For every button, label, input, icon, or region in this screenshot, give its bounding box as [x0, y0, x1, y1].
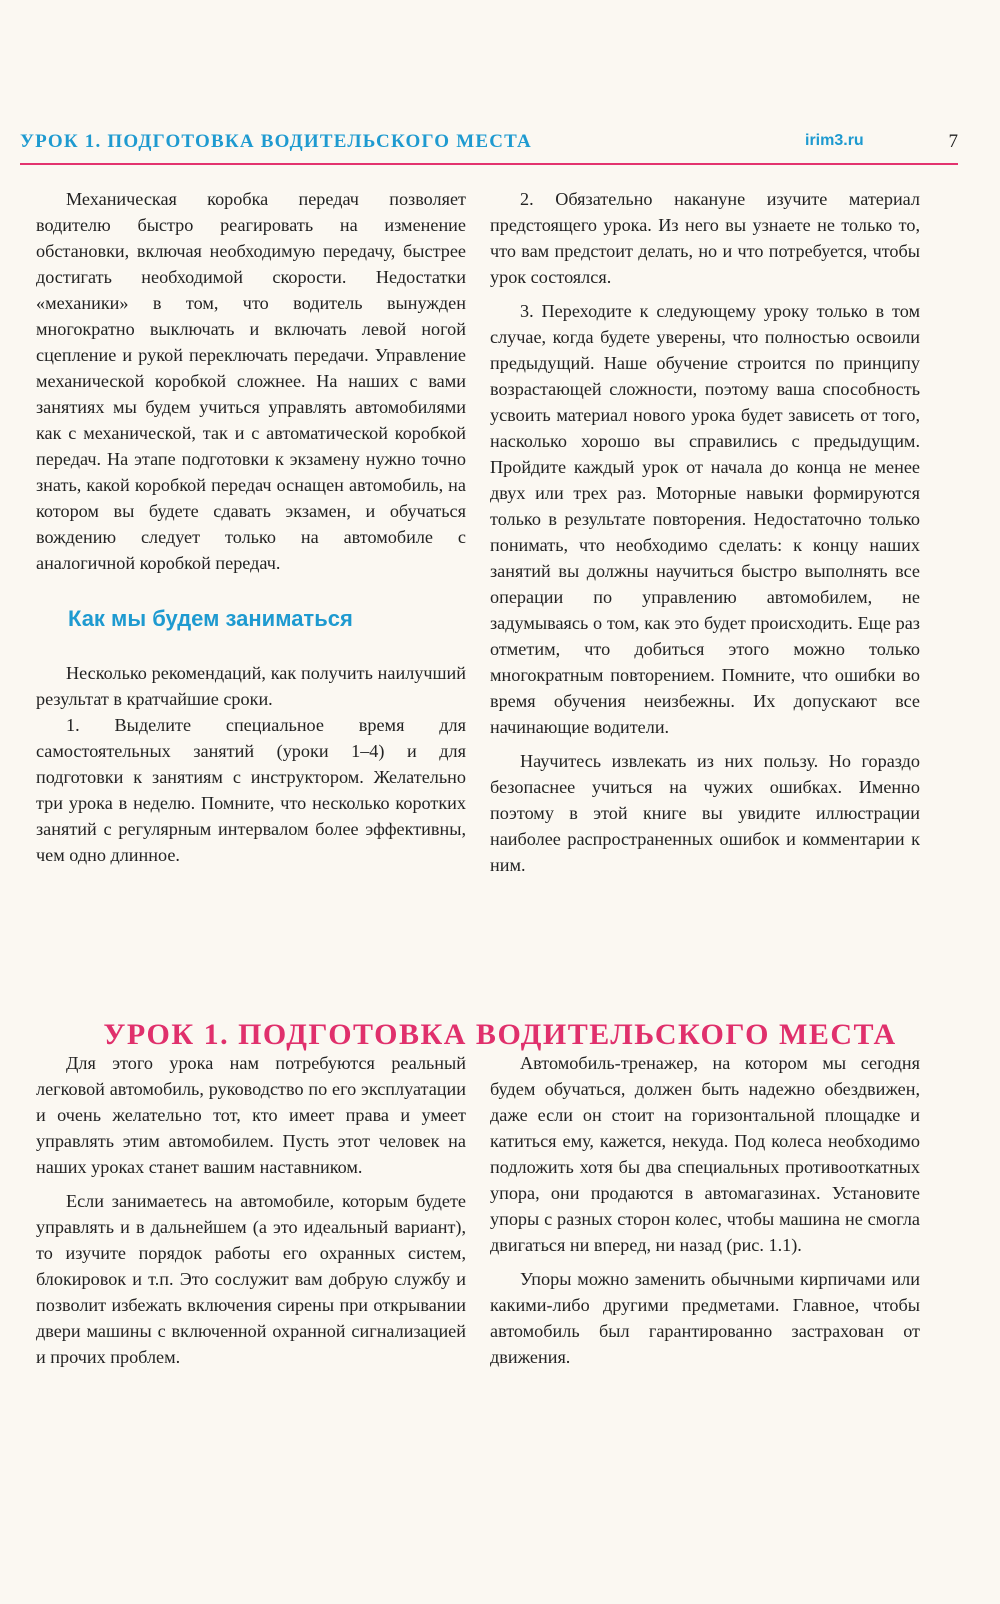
paragraph: Научитесь извлекать из них пользу. Но гораздо безопаснее учиться на чужих ошибках. Именно поэтому в этой книге вы увидите иллюстрации наиболее распространенных ошибок и комментарии к ним.: [490, 751, 920, 875]
paragraph: Для этого урока нам потребуются реальный легковой автомобиль, руководство по его эксплуатации и очень желательно тот, кто имеет права и умеет управлять этим автомобилем. Пусть этот человек на наших уроках станет вашим наставником.: [36, 1053, 466, 1177]
paragraph: Несколько рекомендаций, как получить наилучший результат в кратчайшие сроки.: [36, 663, 466, 709]
chapter-title: УРОК 1. ПОДГОТОВКА ВОДИТЕЛЬСКОГО МЕСТА: [103, 1018, 897, 1052]
top-left-column: [36, 186, 466, 876]
paragraph: Если занимаетесь на автомобиле, которым будете управлять и в дальнейшем (а это идеальный вариант), то изучите порядок работы его охранных систем, блокировок и т.п. Это сослужит вам добрую службу и позволит избежать включения сирены при открывании двери машины с включенной охранной сигнализацией и прочих проблем.: [36, 1191, 466, 1367]
paragraph: Упоры можно заменить обычными кирпичами или какими-либо другими предметами. Главное, чтобы автомобиль был гарантированно застрахован от движения.: [490, 1269, 920, 1367]
top-right-column: [490, 186, 920, 886]
header-rule: [20, 163, 958, 165]
section-subheading: Как мы будем заниматься: [68, 606, 353, 631]
page-number: 7: [948, 131, 958, 152]
bottom-left-column: [36, 1050, 466, 1378]
paragraph: Автомобиль-тренажер, на котором мы сегодня будем обучаться, должен быть надежно обездвижен, даже если он стоит на горизонтальной площадке и катиться ему, кажется, некуда. Под колеса необходимо подложить хотя бы два специальных противооткатных упора, они продаются в автомагазинах. Установите упоры с разных сторон колес, чтобы машина не смогла двигаться ни вперед, ни назад (рис. 1.1).: [490, 1053, 920, 1255]
paragraph: 2. Обязательно накануне изучите материал предстоящего урока. Из него вы узнаете не только то, что вам предстоит делать, но и что потребуется, чтобы урок состоялся.: [490, 189, 920, 287]
running-header: [20, 131, 958, 157]
paragraph: 3. Переходите к следующему уроку только в том случае, когда будете уверены, что полностью освоили предыдущий. Наше обучение строится по принципу возрастающей сложности, поэтому ваша способность усвоить материал нового урока будет зависеть от того, насколько хорошо вы справились с предыдущим. Пройдите каждый урок от начала до конца не менее двух или трех раз. Моторные навыки формируются только в результате повторения. Недостаточно только понимать, что необходимо сделать: к концу наших занятий вы должны научиться быстро выполнять все операции по управлению автомобилем, не задумываясь о том, как это будет происходить. Еще раз отметим, что добиться этого можно только многократным повторением. Помните, что ошибки во время обучения неизбежны. Их допускают все начинающие водители.: [490, 301, 920, 737]
paragraph: 1. Выделите специальное время для самостоятельных занятий (уроки 1–4) и для подготовки к занятиям с инструктором. Желательно три урока в неделю. Помните, что несколько коротких занятий с регулярным интервалом более эффективны, чем одно длинное.: [36, 715, 466, 865]
bottom-right-column: [490, 1050, 920, 1378]
running-header-title: УРОК 1. ПОДГОТОВКА ВОДИТЕЛЬСКОГО МЕСТА: [20, 131, 532, 152]
site-watermark: irim3.ru: [805, 132, 864, 149]
paragraph: Механическая коробка передач позволяет водителю быстро реагировать на изменение обстановки, включая необходимую передачу, быстрее достигать необходимой скорости. Недостатки «механики» в том, что водитель вынужден многократно выключать и включать левой ногой сцепление и рукой переключать передачи. Управление механической коробкой сложнее. На наших с вами занятиях мы будем учиться управлять автомобилями как с механической, так и с автоматической коробкой передач. На этапе подготовки к экзамену нужно точно знать, какой коробкой передач оснащен автомобиль, на котором вы будете сдавать экзамен, и обучаться вождению следует только на автомобиле с аналогичной коробкой передач.: [36, 189, 466, 573]
